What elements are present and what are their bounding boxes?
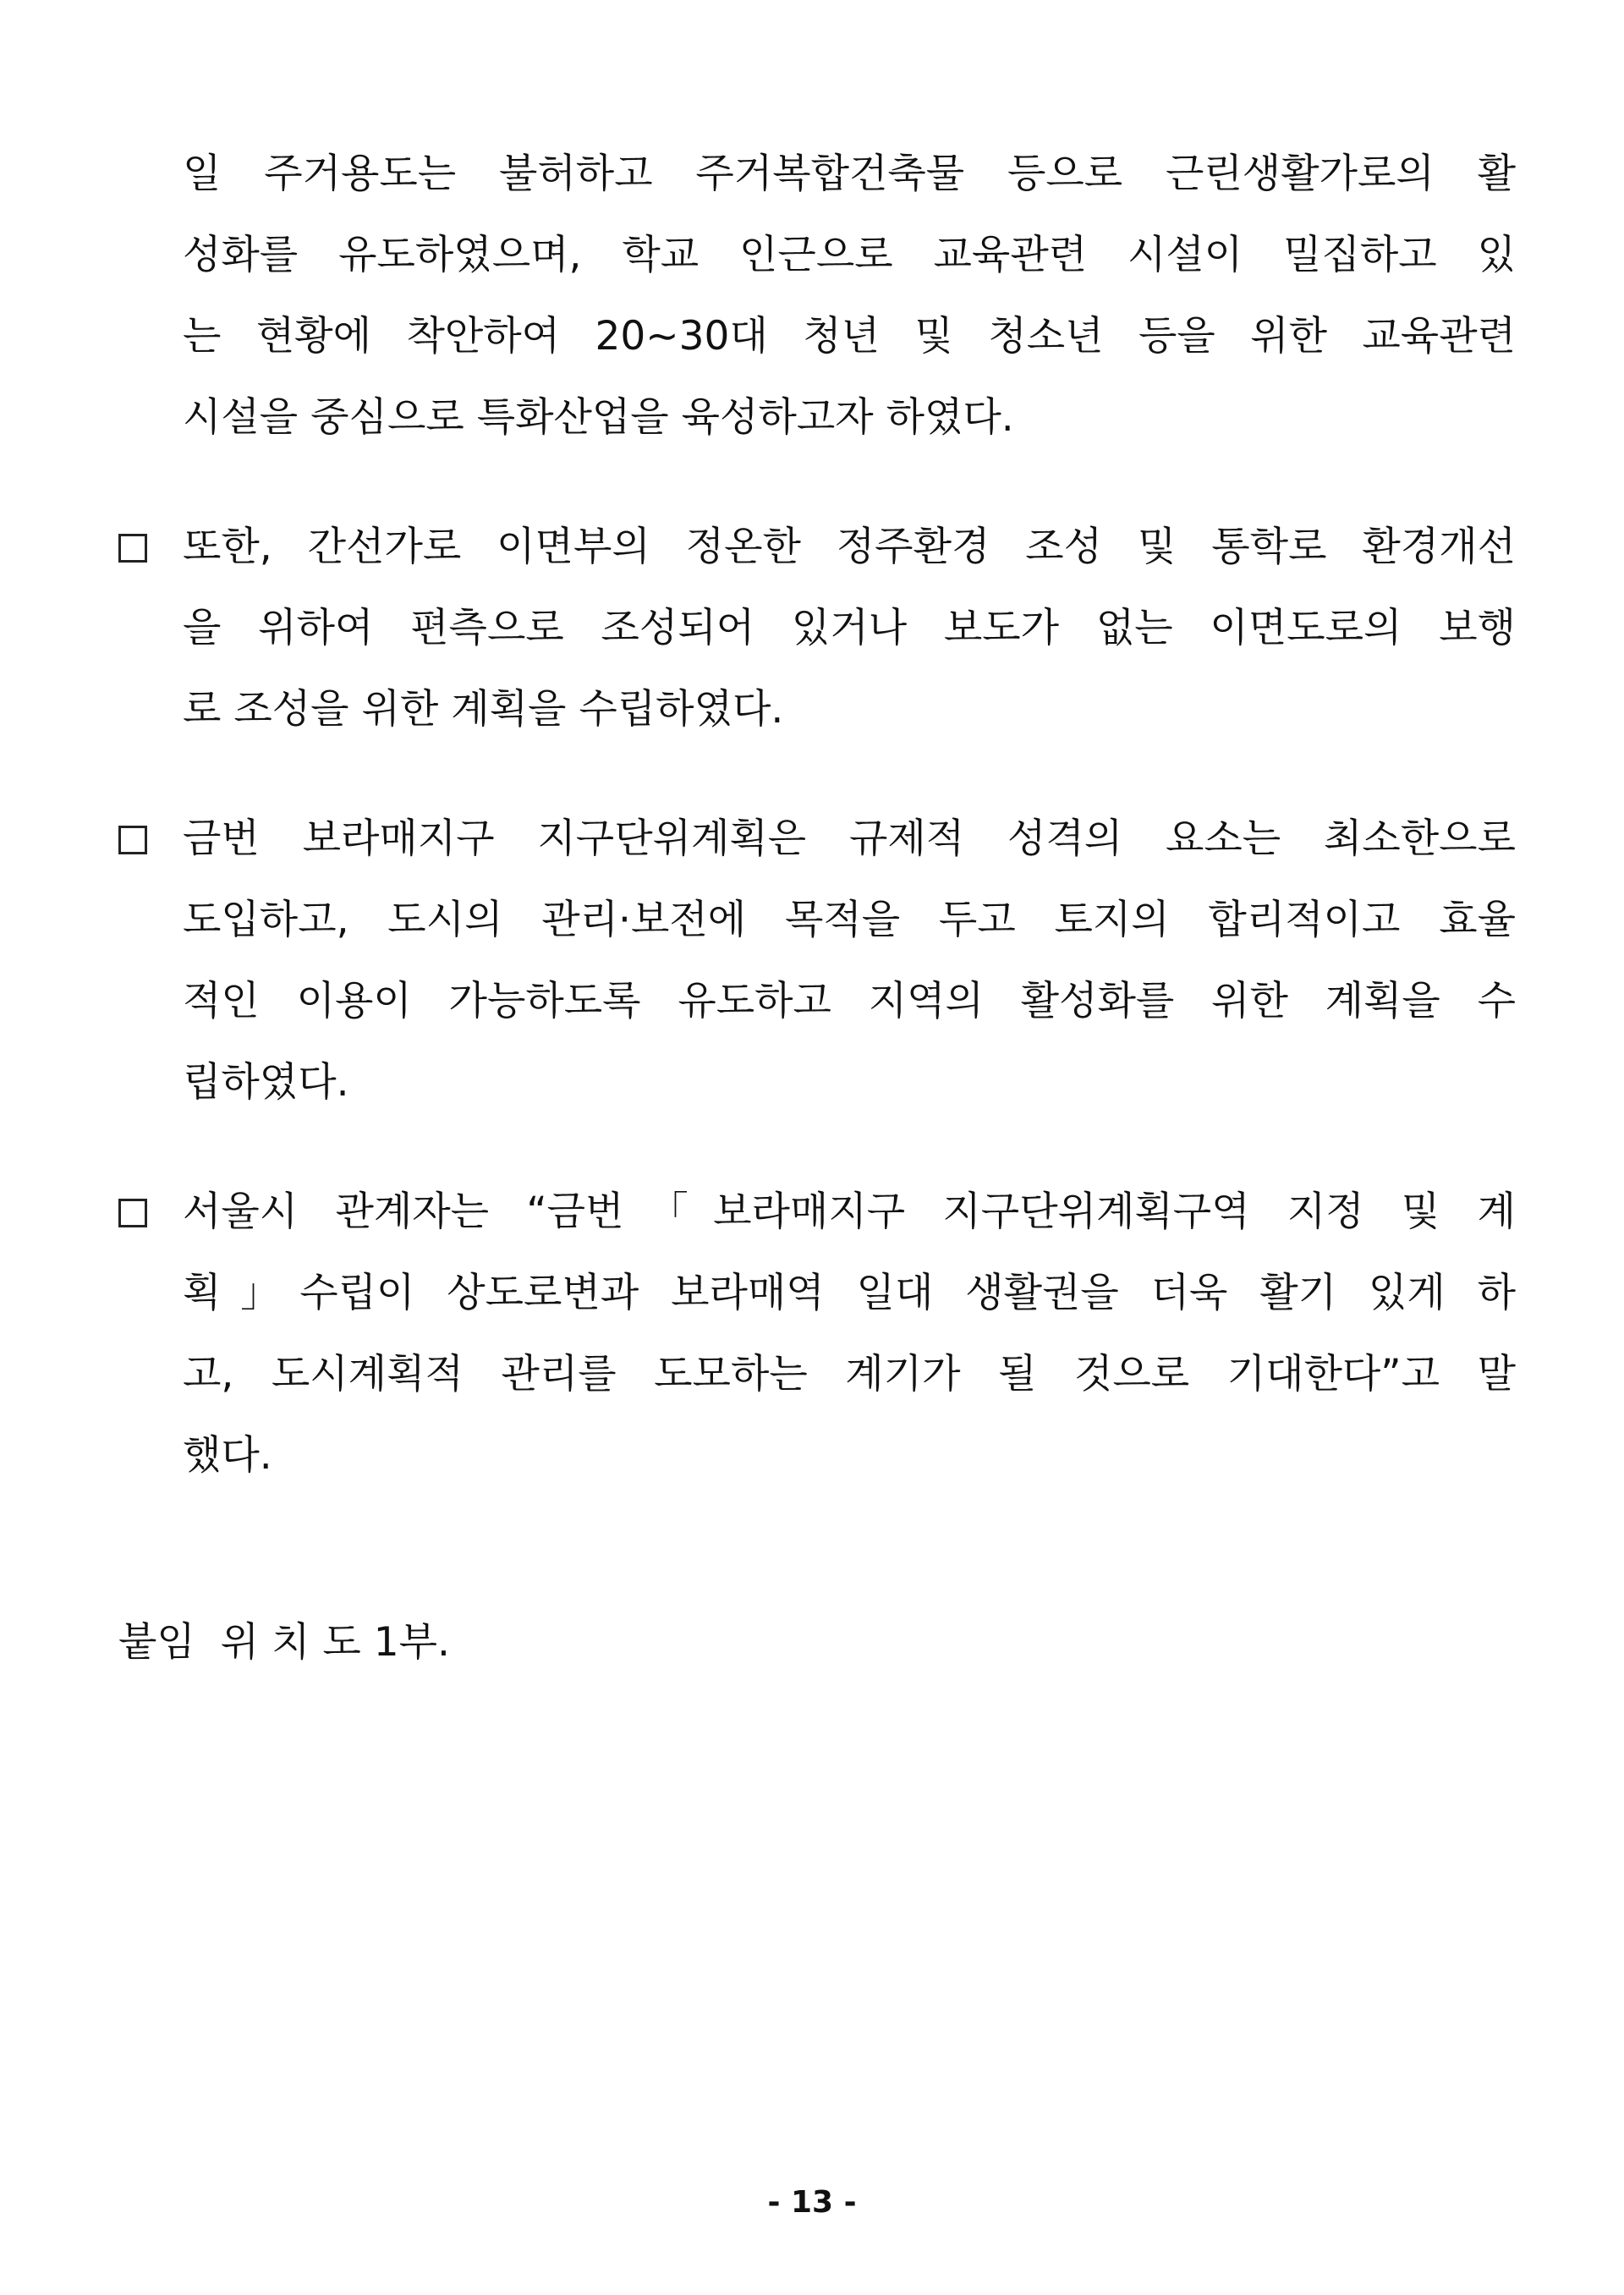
paragraph-line: 로 조성을 위한 계획을 수립하였다. (183, 686, 784, 733)
paragraph-line: 는 현황에 착안하여 20∼30대 청년 및 청소년 등을 위한 교육관련 (183, 313, 1516, 360)
page-number: - 13 - (767, 2185, 857, 2220)
paragraph-line: 또한, 간선가로 이면부의 정온한 정주환경 조성 및 통학로 환경개선 (183, 524, 1516, 570)
paragraph-2 (118, 522, 1516, 742)
paragraph-line: 고, 도시계획적 관리를 도모하는 계기가 될 것으로 기대한다”고 말 (183, 1351, 1516, 1397)
paragraph-line: 했다. (183, 1432, 272, 1479)
checkbox-bullet-icon (118, 1199, 147, 1227)
paragraph-line: 도입하고, 도시의 관리·보전에 목적을 두고 토지의 합리적이고 효율 (183, 897, 1516, 943)
paragraph-line: 금번 보라매지구 지구단위계획은 규제적 성격의 요소는 최소한으로 (183, 815, 1516, 862)
paragraph-line: 을 위하여 편측으로 조성되어 있거나 보도가 없는 이면도로의 보행 (183, 605, 1516, 651)
paragraph-line: 서울시 관계자는 “금번「보라매지구 지구단위계획구역 지정 및 계 (183, 1189, 1516, 1235)
checkbox-bullet-icon (118, 826, 147, 854)
paragraph-line: 시설을 중심으로 특화산업을 육성하고자 하였다. (183, 394, 1014, 441)
checkbox-bullet-icon (118, 534, 147, 563)
paragraph-line: 성화를 유도하였으며, 학교 인근으로 교육관련 시설이 밀집하고 있 (183, 232, 1516, 278)
paragraph-3 (118, 814, 1516, 1118)
paragraph-line: 획」수립이 상도로변과 보라매역 일대 생활권을 더욱 활기 있게 하 (183, 1270, 1516, 1316)
paragraph-1 (118, 149, 1516, 441)
paragraph-line: 일 주거용도는 불허하고 주거복합건축물 등으로 근린생활가로의 활 (183, 151, 1516, 197)
attachment-note: 붙임 위 치 도 1부. (118, 1619, 450, 1666)
paragraph-line: 적인 이용이 가능하도록 유도하고 지역의 활성화를 위한 계획을 수 (183, 978, 1516, 1024)
paragraph-4 (118, 1187, 1516, 1491)
paragraph-line: 립하였다. (183, 1059, 349, 1106)
